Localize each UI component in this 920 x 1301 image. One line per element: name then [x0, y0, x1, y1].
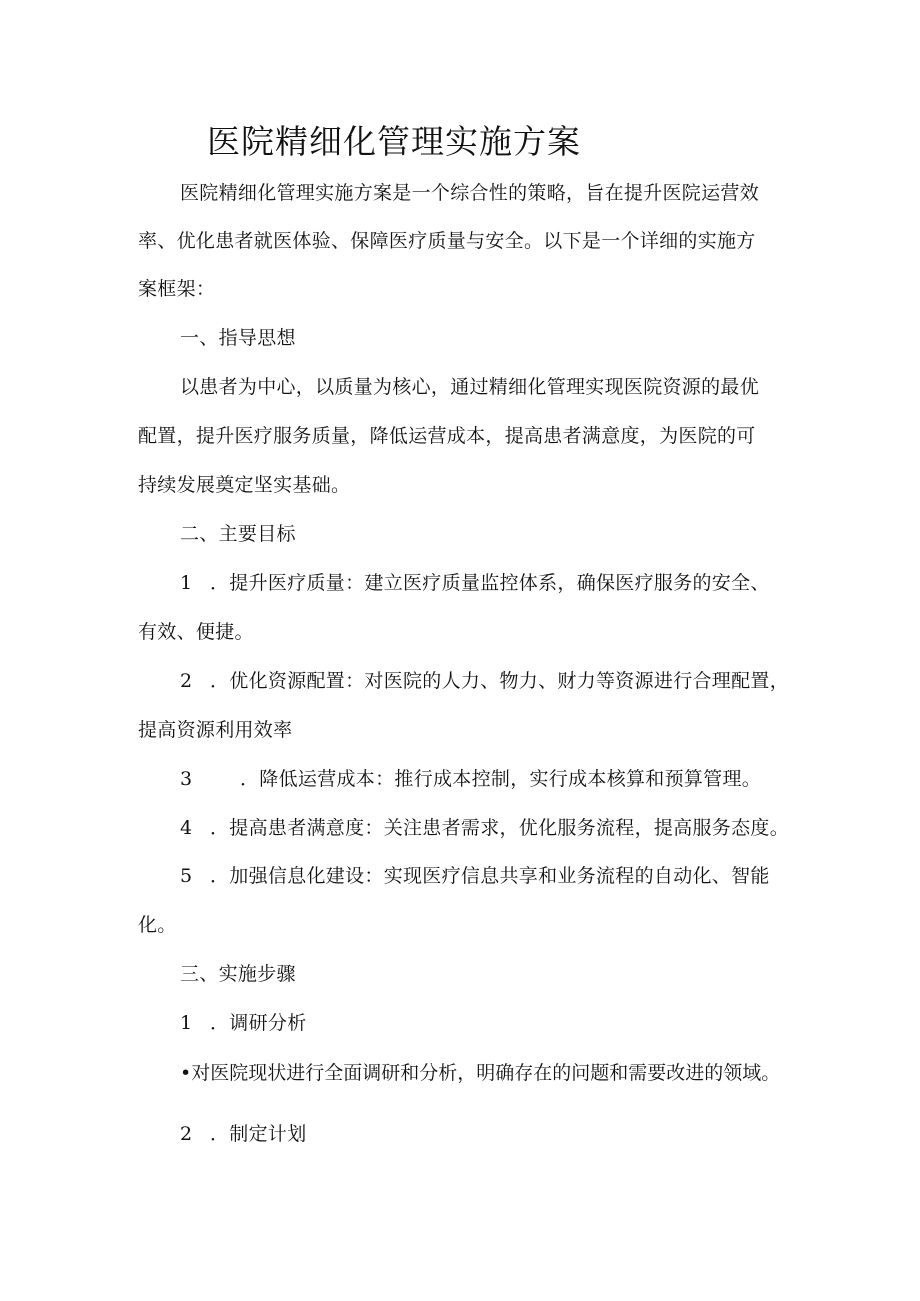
goal-item-1-cont: 有效、便捷。 — [138, 621, 254, 643]
document-title: 医院精细化管理实施方案 — [207, 122, 581, 161]
section1-line-2: 配置，提升医疗服务质量，降低运营成本，提高患者满意度，为医院的可 — [138, 425, 756, 447]
goal-number: 5 — [180, 865, 193, 887]
goal-item-5 — [180, 864, 770, 888]
goal-text: ．加强信息化建设：实现医疗信息共享和业务流程的自动化、智能 — [210, 865, 770, 887]
goal-number: 1 — [180, 572, 193, 594]
goal-item-2-cont: 提高资源利用效率 — [138, 719, 293, 741]
step-number: 1 — [180, 1012, 193, 1034]
step-item-1 — [180, 1011, 307, 1035]
section-heading-3: 三、实施步骤 — [180, 963, 296, 985]
section1-line-3: 持续发展奠定坚实基础。 — [138, 474, 351, 496]
section-heading-1: 一、指导思想 — [180, 327, 296, 349]
intro-line-2: 率、优化患者就医体验、保障医疗质量与安全。以下是一个详细的实施方 — [138, 230, 756, 252]
goal-text: ．优化资源配置：对医院的人力、物力、财力等资源进行合理配置， — [210, 670, 790, 692]
goal-number: 2 — [180, 670, 193, 692]
goal-text: ．降低运营成本：推行成本控制，实行成本核算和预算管理。 — [240, 768, 762, 790]
goal-number: 3 — [180, 768, 193, 790]
goal-item-2 — [180, 669, 789, 693]
section1-line-1: 以患者为中心，以质量为核心，通过精细化管理实现医院资源的最优 — [180, 376, 760, 398]
intro-line-1: 医院精细化管理实施方案是一个综合性的策略，旨在提升医院运营效 — [180, 182, 760, 204]
step-text: ．调研分析 — [210, 1012, 307, 1034]
intro-line-3: 案框架： — [138, 278, 216, 300]
step-item-2 — [180, 1122, 307, 1146]
step-number: 2 — [180, 1123, 193, 1145]
step1-bullet-item: •对医院现状进行全面调研和分析，明确存在的问题和需要改进的领域。 — [180, 1062, 781, 1084]
goal-text: ．提升医疗质量：建立医疗质量监控体系，确保医疗服务的安全、 — [210, 572, 770, 594]
goal-item-4 — [180, 816, 789, 840]
goal-item-3 — [180, 767, 761, 791]
goal-item-1 — [180, 571, 770, 595]
step-text: ．制定计划 — [210, 1123, 307, 1145]
goal-number: 4 — [180, 817, 193, 839]
section-heading-2: 二、主要目标 — [180, 523, 296, 545]
goal-text: ．提高患者满意度：关注患者需求，优化服务流程，提高服务态度。 — [210, 817, 790, 839]
goal-item-5-cont: 化。 — [138, 914, 177, 936]
